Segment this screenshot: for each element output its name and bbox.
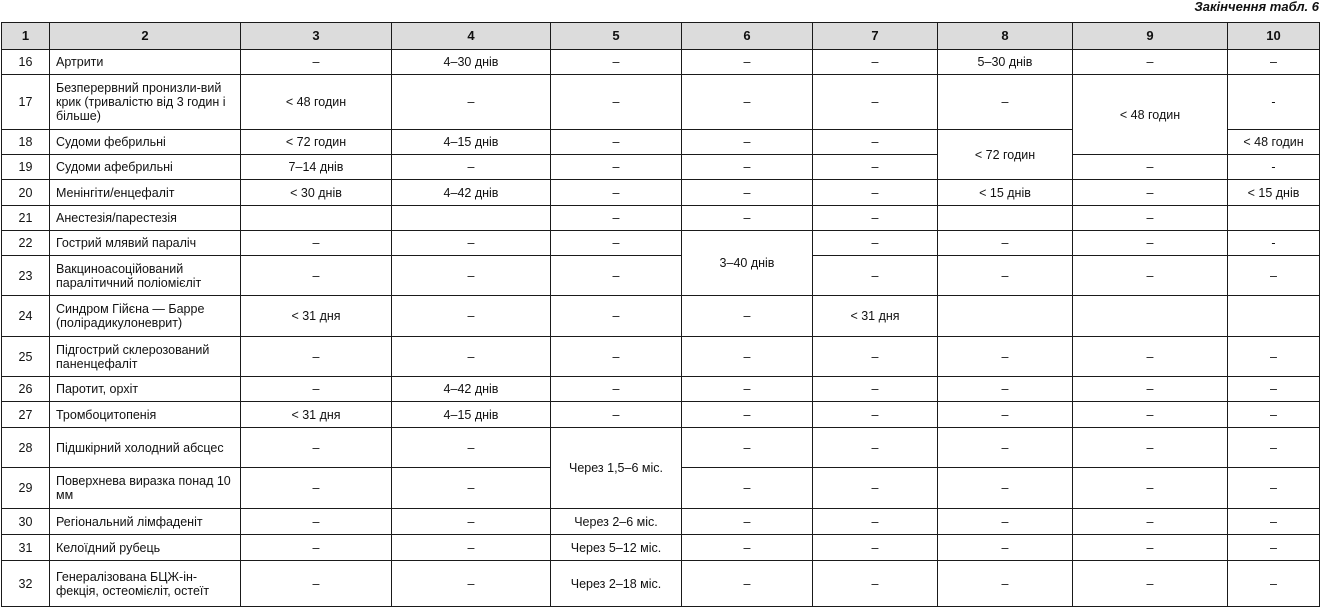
row-number: 16 [2,50,50,75]
cell: – [938,535,1073,561]
row-number: 30 [2,509,50,535]
col-header-4: 4 [392,23,551,50]
cell: – [1073,402,1228,428]
cell: – [392,509,551,535]
row-number: 32 [2,561,50,607]
cell [392,206,551,231]
cell: - [1228,231,1320,256]
table-row [2,206,1320,231]
cell: – [392,468,551,509]
reaction-name: Артрити [50,50,241,75]
reaction-name: Тромбоцитопенія [50,402,241,428]
cell: – [241,231,392,256]
cell: – [392,75,551,130]
table-row [2,75,1320,130]
table-row [2,535,1320,561]
cell: – [682,468,813,509]
col-header-8: 8 [938,23,1073,50]
row-number: 27 [2,402,50,428]
cell: < 30 днів [241,180,392,206]
cell: – [938,377,1073,402]
table-row [2,377,1320,402]
cell: – [813,180,938,206]
cell: – [241,50,392,75]
reaction-name: Генералізована БЦЖ-ін-фекція, остеомієліт, остеїт [50,561,241,607]
cell: – [241,377,392,402]
cell: – [392,337,551,377]
cell: Через 2–18 міс. [551,561,682,607]
reaction-name: Безперервний пронизли-вий крик (тривалістю від 3 годин і більше) [50,75,241,130]
cell: – [1228,509,1320,535]
cell: 4–42 днів [392,180,551,206]
cell: 5–30 днів [938,50,1073,75]
table-row [2,231,1320,256]
cell: < 72 годин [938,130,1073,180]
cell: Через 5–12 міс. [551,535,682,561]
row-number: 29 [2,468,50,509]
cell: < 72 годин [241,130,392,155]
row-number: 17 [2,75,50,130]
cell: – [938,428,1073,468]
cell: – [1228,50,1320,75]
cell: – [1073,561,1228,607]
cell: – [241,535,392,561]
cell: – [682,337,813,377]
cell: – [551,377,682,402]
cell: – [1228,402,1320,428]
col-header-9: 9 [1073,23,1228,50]
cell: – [682,75,813,130]
reaction-name: Поверхнева виразка понад 10 мм [50,468,241,509]
reaction-name: Судоми фебрильні [50,130,241,155]
reaction-name: Підгострий склерозований паненцефаліт [50,337,241,377]
cell: – [551,231,682,256]
cell: < 31 дня [241,296,392,337]
table-row [2,296,1320,337]
table-header-row [2,23,1320,50]
row-number: 26 [2,377,50,402]
cell: < 31 дня [241,402,392,428]
cell: 4–30 днів [392,50,551,75]
cell: – [1073,535,1228,561]
cell: < 48 годин [1073,75,1228,155]
cell: – [1073,231,1228,256]
cell [1073,296,1228,337]
cell [1228,206,1320,231]
cell: – [938,468,1073,509]
cell: – [813,256,938,296]
cell: – [551,75,682,130]
cell: – [1073,377,1228,402]
cell: – [1073,337,1228,377]
cell: – [938,337,1073,377]
cell: – [682,535,813,561]
cell: – [1073,206,1228,231]
col-header-10: 10 [1228,23,1320,50]
cell: – [551,206,682,231]
table-row [2,50,1320,75]
table-row [2,428,1320,468]
cell: – [938,75,1073,130]
cell: – [682,180,813,206]
table-row [2,402,1320,428]
row-number: 19 [2,155,50,180]
table-row [2,180,1320,206]
reaction-name: Менінгіти/енцефаліт [50,180,241,206]
cell: – [551,402,682,428]
cell [1228,296,1320,337]
cell: – [1228,377,1320,402]
cell [938,296,1073,337]
cell: – [1073,50,1228,75]
cell: – [241,468,392,509]
cell: – [813,402,938,428]
row-number: 22 [2,231,50,256]
cell: < 48 годин [241,75,392,130]
cell: – [938,509,1073,535]
cell: 3–40 днів [682,231,813,296]
cell: Через 1,5–6 міс. [551,428,682,509]
cell: – [682,130,813,155]
cell: – [551,130,682,155]
cell: – [813,231,938,256]
table-row [2,256,1320,296]
col-header-3: 3 [241,23,392,50]
cell: – [241,337,392,377]
row-number: 21 [2,206,50,231]
cell: 4–15 днів [392,402,551,428]
cell: 4–15 днів [392,130,551,155]
row-number: 28 [2,428,50,468]
cell: – [1073,180,1228,206]
cell: – [392,561,551,607]
col-header-6: 6 [682,23,813,50]
cell: – [1228,535,1320,561]
cell [241,206,392,231]
cell: – [682,402,813,428]
table-caption: Закінчення табл. 6 [1194,0,1319,14]
cell: – [392,155,551,180]
cell: Через 2–6 міс. [551,509,682,535]
cell: – [1073,256,1228,296]
cell: – [813,130,938,155]
reaction-name: Підшкірний холодний абсцес [50,428,241,468]
cell: – [682,561,813,607]
cell: – [551,337,682,377]
cell: – [392,256,551,296]
reaction-name: Регіональний лімфаденіт [50,509,241,535]
cell: – [682,377,813,402]
cell: – [682,296,813,337]
cell: – [241,428,392,468]
reaction-name: Келоїдний рубець [50,535,241,561]
cell: - [1228,155,1320,180]
cell: – [241,561,392,607]
cell: – [551,50,682,75]
row-number: 20 [2,180,50,206]
table-row [2,509,1320,535]
cell: < 15 днів [1228,180,1320,206]
cell: – [1228,468,1320,509]
table-row [2,561,1320,607]
cell: – [813,468,938,509]
cell: - [1228,75,1320,130]
cell: – [813,535,938,561]
cell: – [813,561,938,607]
col-header-5: 5 [551,23,682,50]
cell: – [551,155,682,180]
reaction-table [1,22,1320,607]
col-header-7: 7 [813,23,938,50]
cell: – [392,296,551,337]
cell: 4–42 днів [392,377,551,402]
reaction-name: Судоми афебрильні [50,155,241,180]
cell: – [392,231,551,256]
cell: – [241,509,392,535]
row-number: 18 [2,130,50,155]
cell: – [1228,561,1320,607]
cell: – [938,256,1073,296]
cell: – [1073,468,1228,509]
cell: – [1228,337,1320,377]
cell: – [551,296,682,337]
cell: < 48 годин [1228,130,1320,155]
cell: – [241,256,392,296]
row-number: 24 [2,296,50,337]
col-header-2: 2 [50,23,241,50]
col-header-1: 1 [2,23,50,50]
cell: – [1228,256,1320,296]
cell: – [392,535,551,561]
cell: – [1073,428,1228,468]
cell: – [938,231,1073,256]
reaction-name: Синдром Гійєна — Барре (полірадикулоневрит) [50,296,241,337]
cell: – [682,155,813,180]
cell: – [813,428,938,468]
cell: – [1073,509,1228,535]
cell: – [813,337,938,377]
cell: – [813,75,938,130]
cell: – [938,402,1073,428]
cell: – [551,256,682,296]
cell: – [551,180,682,206]
cell: – [682,428,813,468]
cell: – [813,155,938,180]
cell: < 15 днів [938,180,1073,206]
cell: – [813,50,938,75]
cell: – [1228,428,1320,468]
cell: – [813,509,938,535]
row-number: 31 [2,535,50,561]
cell [938,206,1073,231]
reaction-name: Вакциноасоційований паралітичний поліомієліт [50,256,241,296]
reaction-name: Паротит, орхіт [50,377,241,402]
cell: – [392,428,551,468]
row-number: 23 [2,256,50,296]
cell: – [1073,155,1228,180]
reaction-name: Гострий млявий параліч [50,231,241,256]
table-row [2,337,1320,377]
reaction-name: Анестезія/парестезія [50,206,241,231]
cell: – [938,561,1073,607]
cell: – [813,377,938,402]
table-row [2,155,1320,180]
row-number: 25 [2,337,50,377]
cell: < 31 дня [813,296,938,337]
cell: – [682,509,813,535]
cell: – [813,206,938,231]
cell: – [682,50,813,75]
cell: – [682,206,813,231]
cell: 7–14 днів [241,155,392,180]
